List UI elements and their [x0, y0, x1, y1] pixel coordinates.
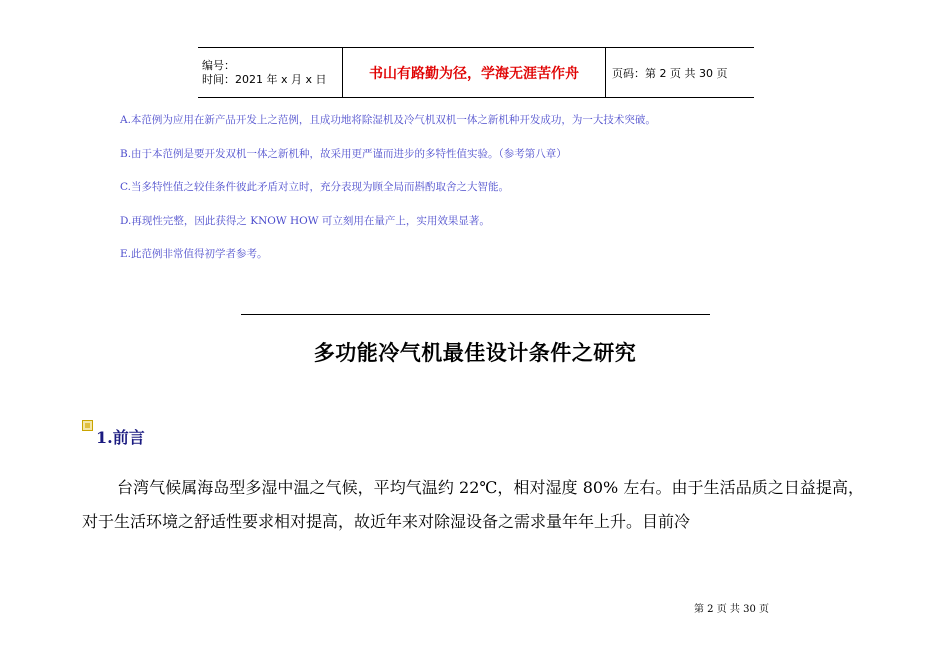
note-item: D.再现性完整，因此获得之 KNOW HOW 可立刻用在量产上，实用效果显著。 [120, 214, 490, 227]
title-divider [241, 314, 710, 315]
time-label: 时间：2021 年 x 月 x 日 [202, 72, 327, 86]
document-header [198, 47, 754, 98]
document-title: 多功能冷气机最佳设计条件之研究 [313, 341, 637, 365]
notes-list [120, 112, 656, 280]
header-motto: 书山有路勤为径，学海无涯苦作舟 [342, 48, 606, 97]
section-heading: 1.前言 [96, 428, 145, 447]
note-item: E.此范例非常值得初学者参考。 [120, 248, 268, 260]
serial-label: 编号： [202, 58, 235, 72]
header-page-code: 页码：第 2 页 共 30 页 [612, 66, 728, 80]
note-item: C.当多特性值之较佳条件彼此矛盾对立时，充分表现为顾全局而斟酌取舍之大智能。 [120, 181, 509, 193]
note-item: A.本范例为应用在新产品开发上之范例，且成功地将除湿机及冷气机双机一体之新机种开发成功，为一大技术突破。 [120, 114, 656, 126]
page-footer: 第 2 页 共 30 页 [694, 604, 769, 615]
header-meta [198, 48, 342, 97]
note-item: B.由于本范例是要开发双机一体之新机种，故采用更严谨而进步的多特性值实验。（参考第八章） [120, 147, 567, 160]
intro-paragraph: 台湾气候属海岛型多湿中温之气候，平均气温约 22℃，相对湿度 80% 左右。由于生活品质之日益提高，对于生活环境之舒适性要求相对提高，故近年来对除湿设备之需求量年年上升。目前冷 [82, 478, 864, 531]
section-marker-icon [82, 420, 93, 431]
